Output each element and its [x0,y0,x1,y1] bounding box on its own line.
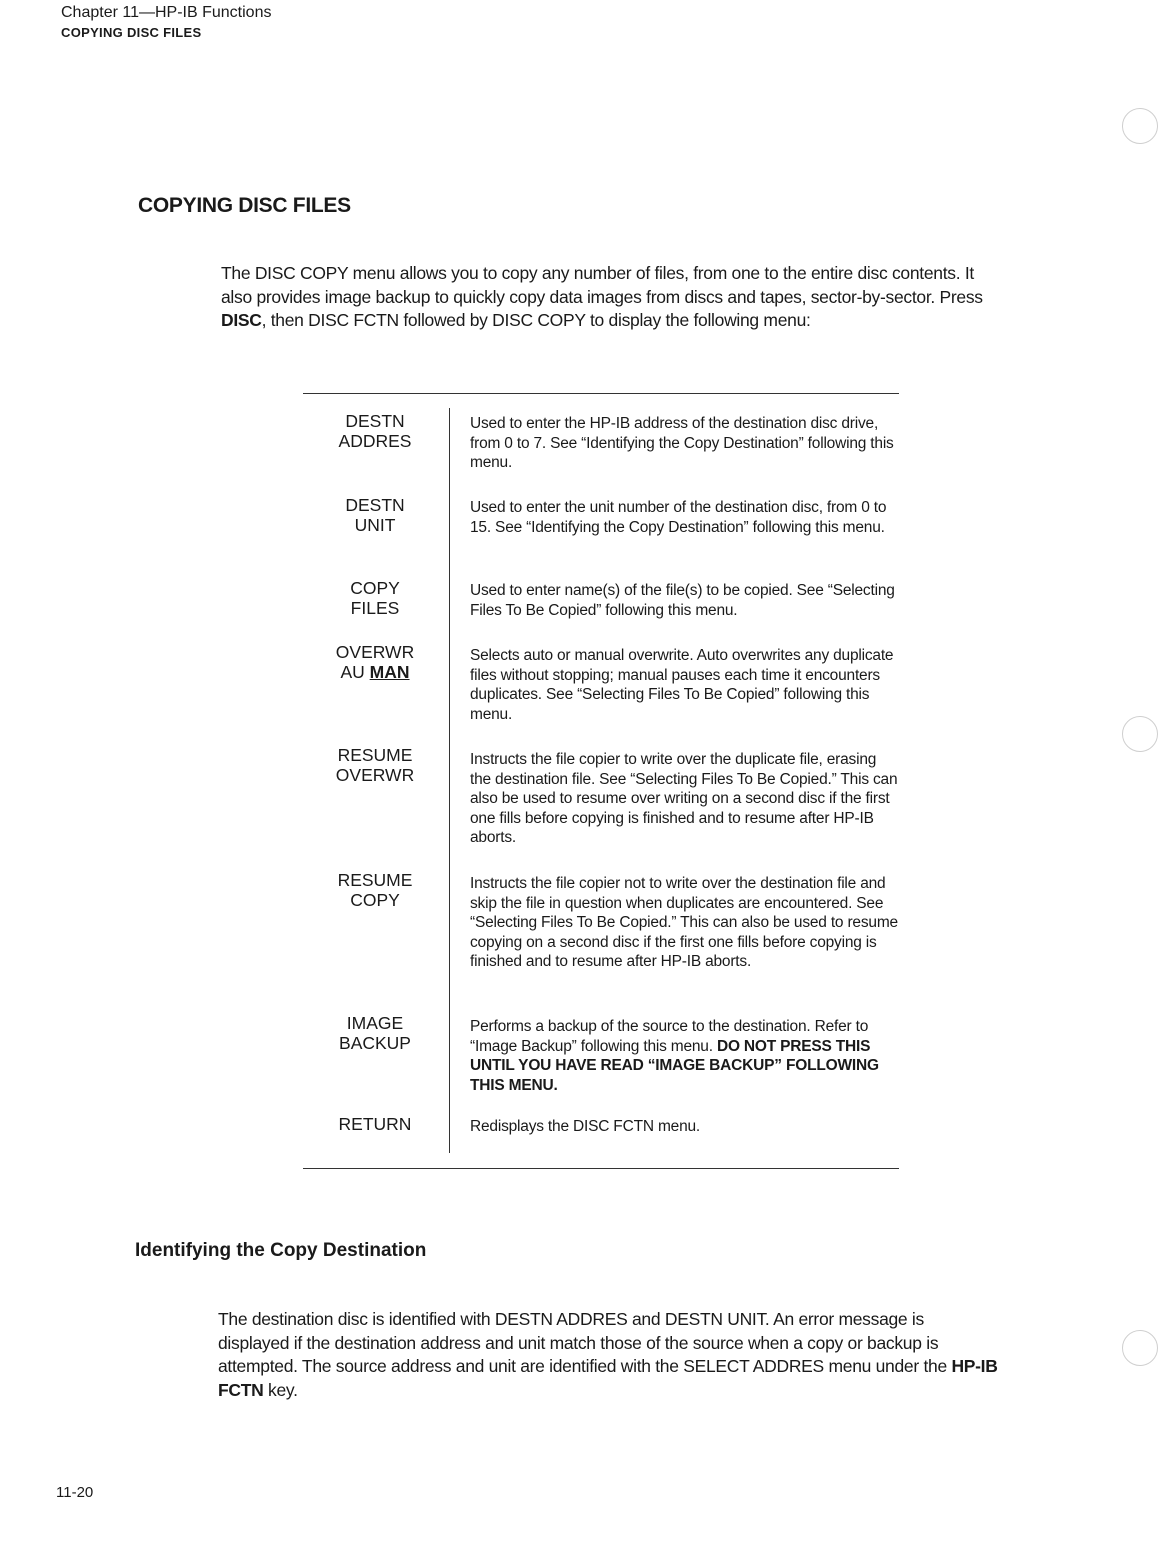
softkey-desc-copy-files: Used to enter name(s) of the file(s) to be copied. See “Selecting Files To Be Copied” following this menu. [470,582,895,619]
section-title: COPYING DISC FILES [138,194,351,217]
subsection-title: Identifying the Copy Destination [135,1240,427,1261]
running-header-chapter: Chapter 11—HP-IB Functions [61,4,272,21]
softkey-label-line2: ADDRES [338,431,412,451]
punch-hole [1122,716,1158,752]
punch-hole [1122,108,1158,144]
softkey-label-line1: IMAGE [346,1013,404,1033]
softkey-copy-files [310,578,440,618]
page-number: 11-20 [56,1484,94,1501]
copy-destination-paragraph [218,1308,998,1402]
intro-text: The DISC COPY menu allows you to copy any number of files, from one to the entire disc contents. It also provides image backup to quickly copy data images from discs and tapes, sector-by-sector. Press [221,263,983,307]
softkey-desc-overwr: Selects auto or manual overwrite. Auto overwrites any duplicate files without stopping; manual pauses each time it encounters duplicates. See “Selecting Files To Be Copied” following this menu. [470,647,894,723]
softkey-label-line2: UNIT [354,515,396,535]
menu-divider [449,408,450,1153]
softkey-destn-unit [310,495,440,535]
hpib-fctn-key-name: HP-IB FCTN [218,1356,998,1400]
disc-key-name: DISC [221,310,262,330]
softkey-label-line1: RESUME [337,870,413,890]
image-backup-desc-text: Performs a backup of the source to the destination. Refer to “Image Backup” following this menu. [470,1018,869,1055]
softkey-label-line1: RESUME [337,745,413,765]
softkey-resume-copy [310,870,440,910]
softkey-overwr [310,642,440,682]
softkey-label-line2: COPY [350,890,400,910]
running-header-section: COPYING DISC FILES [61,25,202,40]
softkey-label-line1: DESTN [345,411,405,431]
softkey-label-line2 [310,662,440,682]
softkey-label-line2: FILES [350,598,400,618]
softkey-desc-return: Redisplays the DISC FCTN menu. [470,1118,701,1135]
menu-bottom-rule [303,1168,899,1169]
softkey-image-backup [310,1013,440,1053]
overwr-auto-option: AU [340,662,370,682]
para2-text: The destination disc is identified with DESTN ADDRES and DESTN UNIT. An error message is displayed if the destination address and unit match those of the source when a copy or backup is attempted. The source address and unit are identified with the SELECT ADDRES menu under the [218,1309,952,1376]
softkey-desc-resume-overwr: Instructs the file copier to write over the duplicate file, erasing the destination file. See “Selecting Files To Be Copied.” This can also be used to resume over writing on a second disc if the first one fills before copying is finished and to resume after HP-IB aborts. [470,751,898,846]
softkey-label-line2: OVERWR [335,765,415,785]
softkey-return [310,1114,440,1134]
punch-hole [1122,1330,1158,1366]
softkey-destn-addres [310,411,440,451]
softkey-desc-destn-addres: Used to enter the HP-IB address of the destination disc drive, from 0 to 7. See “Identifying the Copy Destination” following this menu. [470,415,894,471]
overwr-manual-option-selected: MAN [369,662,410,682]
intro-paragraph [221,262,991,333]
softkey-label-line1: DESTN [345,495,405,515]
intro-text-cont: , then DISC FCTN followed by DISC COPY to display the following menu: [261,310,811,330]
menu-top-rule [303,393,899,394]
softkey-desc-destn-unit: Used to enter the unit number of the destination disc, from 0 to 15. See “Identifying the Copy Destination” following this menu. [470,499,887,536]
softkey-label-line1: OVERWR [335,642,415,662]
softkey-desc-image-backup [470,1017,900,1095]
softkey-label-line1: COPY [350,578,400,598]
image-backup-warning: DO NOT PRESS THIS UNTIL YOU HAVE READ “IMAGE BACKUP” FOLLOWING THIS MENU. [470,1037,879,1094]
para2-text-cont: key. [263,1379,298,1400]
softkey-label-line1: RETURN [338,1114,412,1134]
softkey-desc-resume-copy: Instructs the file copier not to write over the destination file and skip the file in question when duplicates are encountered. See “Selecting Files To Be Copied.” This can also be used to resume copying on a second disc if the first one fills before copying is finished and to resume after HP-IB aborts. [470,875,898,970]
softkey-label-line2: BACKUP [339,1033,411,1053]
softkey-resume-overwr [310,745,440,785]
